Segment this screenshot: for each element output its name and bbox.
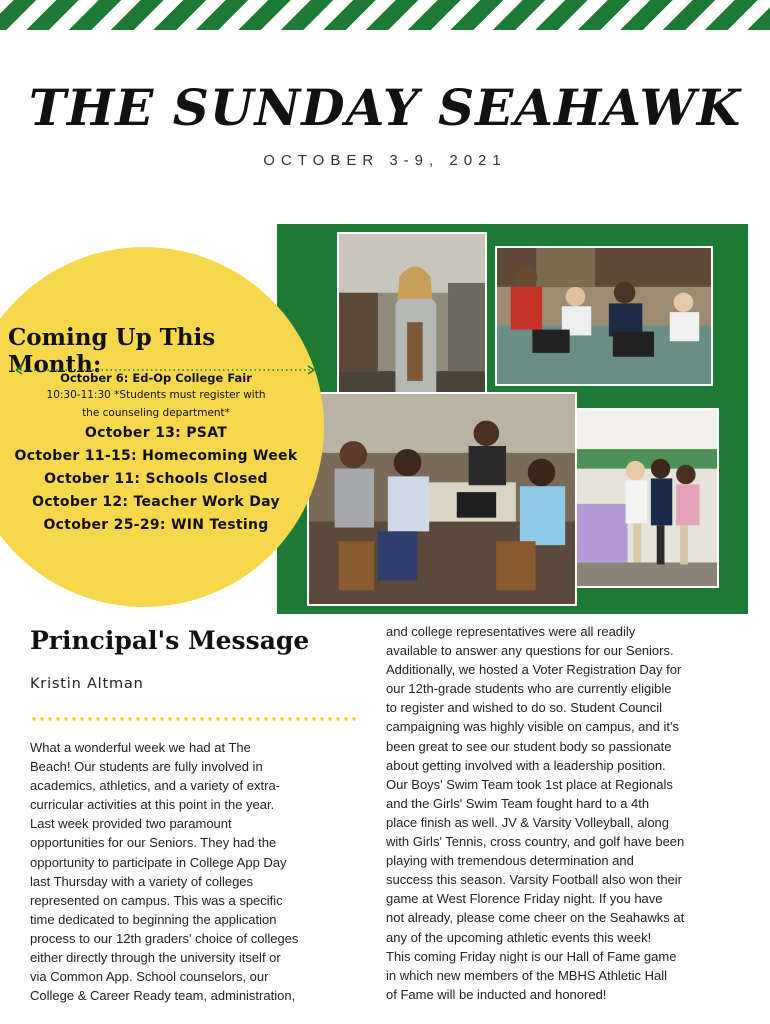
event-line: October 6: Ed-Op College Fair (60, 371, 252, 385)
event-line: October 13: PSAT (84, 425, 228, 441)
event-line: October 11-15: Homecoming Week (14, 448, 298, 464)
event-line: October 12: Teacher Work Day (32, 494, 280, 510)
principal-message-column-right: and college representatives were all readily available to answer any questions for our Seniors. Additionally, we hosted a Voter Registration Day for our 12th-grade students who are currently eligible to register and wished to do so. Student Council campaigning was highly visible on campus, and it's been great to see our student body so passionate about getting involved with a leadership position. Our Boys' Swim Team took 1st place at Regionals and the Girls' Swim Team fought hard to a 4th place finish as well. JV & Varsity Volleyball, along with Girls' Tennis, cross country, and golf have been playing with tremendous determination and success this season. Varsity Football also won their game at West Florence Friday night. If you have not already, please come cheer on the Seahawks at any of the upcoming athletic events this week! This coming Friday night is our Hall of Fame game in which new members of the MBHS Athletic Hall of Fame will be inducted and honored! (386, 624, 685, 1002)
principal-author: Kristin Altman (30, 676, 144, 692)
newsletter-date: OCTOBER 3-9, 2021 (263, 152, 507, 169)
photo-collage-panel (277, 224, 748, 614)
event-line: October 11: Schools Closed (44, 471, 268, 487)
photo-students-laptops (495, 246, 713, 386)
photo-students-event-table (575, 408, 719, 588)
coming-up-title: Coming Up This Month: (8, 324, 216, 378)
event-note-line: the counseling department* (82, 407, 230, 419)
principal-message-heading: Principal's Message (30, 626, 310, 655)
dotted-divider (30, 716, 356, 722)
event-note-line: 10:30-11:30 *Students must register with (46, 389, 266, 401)
coming-up-events (0, 370, 312, 537)
principal-message-column-left: What a wonderful week we had at The Beach! Our students are fully involved in academics, athletics, and a variety of extra- curricular activities at this point in the year. Last week provided two paramount opportunities for our Seniors. They had the opportunity to participate in College App Day last Thursday with a variety of colleges represented on campus. This was a specific time dedicated to beginning the application process to our 12th graders' choice of colleges either directly through the university itself or via Common App. School counselors, our College & Career Ready team, administration, (30, 740, 299, 1004)
photo-group-table (307, 392, 577, 606)
header-stripe-band (0, 0, 770, 30)
event-line: October 25-29: WIN Testing (43, 517, 269, 533)
newsletter-title: THE SUNDAY SEAHAWK (28, 78, 742, 137)
